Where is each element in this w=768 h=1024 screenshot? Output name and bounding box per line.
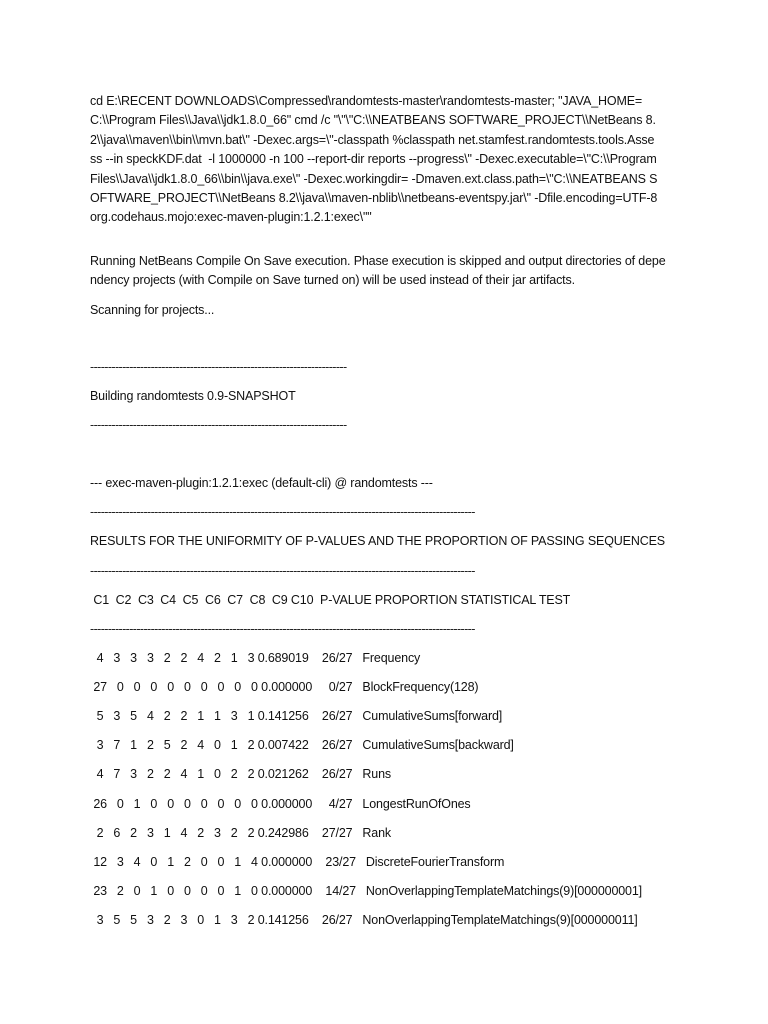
exec-plugin-line: --- exec-maven-plugin:1.2.1:exec (default-cli) @ randomtests --- bbox=[90, 476, 433, 490]
compile-on-save-paragraph: Running NetBeans Compile On Save execution. Phase execution is skipped and output directories of dependency projects (with Compile on Save turned on) will be used instead of their jar artifacts. bbox=[90, 254, 666, 288]
table-row: 27 0 0 0 0 0 0 0 0 0 0.000000 0/27 BlockFrequency(128) bbox=[90, 680, 479, 694]
table-row: 5 3 5 4 2 2 1 1 3 1 0.141256 26/27 CumulativeSums[forward] bbox=[90, 709, 503, 723]
table-row: 12 3 4 0 1 2 0 0 1 4 0.000000 23/27 DiscreteFourierTransform bbox=[90, 855, 505, 869]
command-paragraph: cd E:\RECENT DOWNLOADS\Compressed\randomtests-master\randomtests-master; "JAVA_HOME=C:\\Program Files\\Java\\jdk1.8.0_66" cmd /c "\"\"C:\\NEATBEANS SOFTWARE_PROJECT\\NetBeans 8.2\\java\\maven\\bin\\mvn.bat\" -Dexec.args=\"-classpath %classpath net.stamfest.randomtests.tools.Assess --in speckKDF.dat -l 1000000 -n 100 --report-dir reports --progress\" -Dexec.executable=\"C:\\Program Files\\Java\\jdk1.8.0_66\\bin\\java.exe\" -Dexec.workingdir= -Dmaven.ext.class.path=\"C:\\NEATBEANS SOFTWARE_PROJECT\\NetBeans 8.2\\java\\maven-nblib\\netbeans-eventspy.jar\" -Dfile.encoding=UTF-8 org.codehaus.mojo:exec-maven-plugin:1.2.1:exec\"" bbox=[90, 94, 661, 225]
building-line: Building randomtests 0.9-SNAPSHOT bbox=[90, 389, 296, 403]
table-header: C1 C2 C3 C4 C5 C6 C7 C8 C9 C10 P-VALUE PROPORTION STATISTICAL TEST bbox=[90, 593, 571, 607]
separator-short-1: ------------------------------------------------------------------------ bbox=[90, 360, 347, 374]
separator-long-1: ------------------------------------------------------------------------------------------------------------ bbox=[90, 505, 475, 519]
table-row: 4 3 3 3 2 2 4 2 1 3 0.689019 26/27 Frequency bbox=[90, 651, 421, 665]
scanning-line: Scanning for projects... bbox=[90, 303, 215, 317]
table-row: 23 2 0 1 0 0 0 0 1 0 0.000000 14/27 NonOverlappingTemplateMatchings(9)[000000001] bbox=[90, 884, 642, 898]
table-row: 4 7 3 2 2 4 1 0 2 2 0.021262 26/27 Runs bbox=[90, 767, 392, 781]
results-title: RESULTS FOR THE UNIFORMITY OF P-VALUES AND THE PROPORTION OF PASSING SEQUENCES bbox=[90, 534, 665, 548]
separator-long-2: ------------------------------------------------------------------------------------------------------------ bbox=[90, 564, 475, 578]
separator-short-2: ------------------------------------------------------------------------ bbox=[90, 418, 347, 432]
table-row: 26 0 1 0 0 0 0 0 0 0 0.000000 4/27 LongestRunOfOnes bbox=[90, 797, 471, 811]
table-row: 2 6 2 3 1 4 2 3 2 2 0.242986 27/27 Rank bbox=[90, 826, 392, 840]
separator-long-3: ------------------------------------------------------------------------------------------------------------ bbox=[90, 622, 475, 636]
table-row: 3 5 5 3 2 3 0 1 3 2 0.141256 26/27 NonOverlappingTemplateMatchings(9)[000000011] bbox=[90, 913, 638, 927]
table-row: 3 7 1 2 5 2 4 0 1 2 0.007422 26/27 CumulativeSums[backward] bbox=[90, 738, 514, 752]
